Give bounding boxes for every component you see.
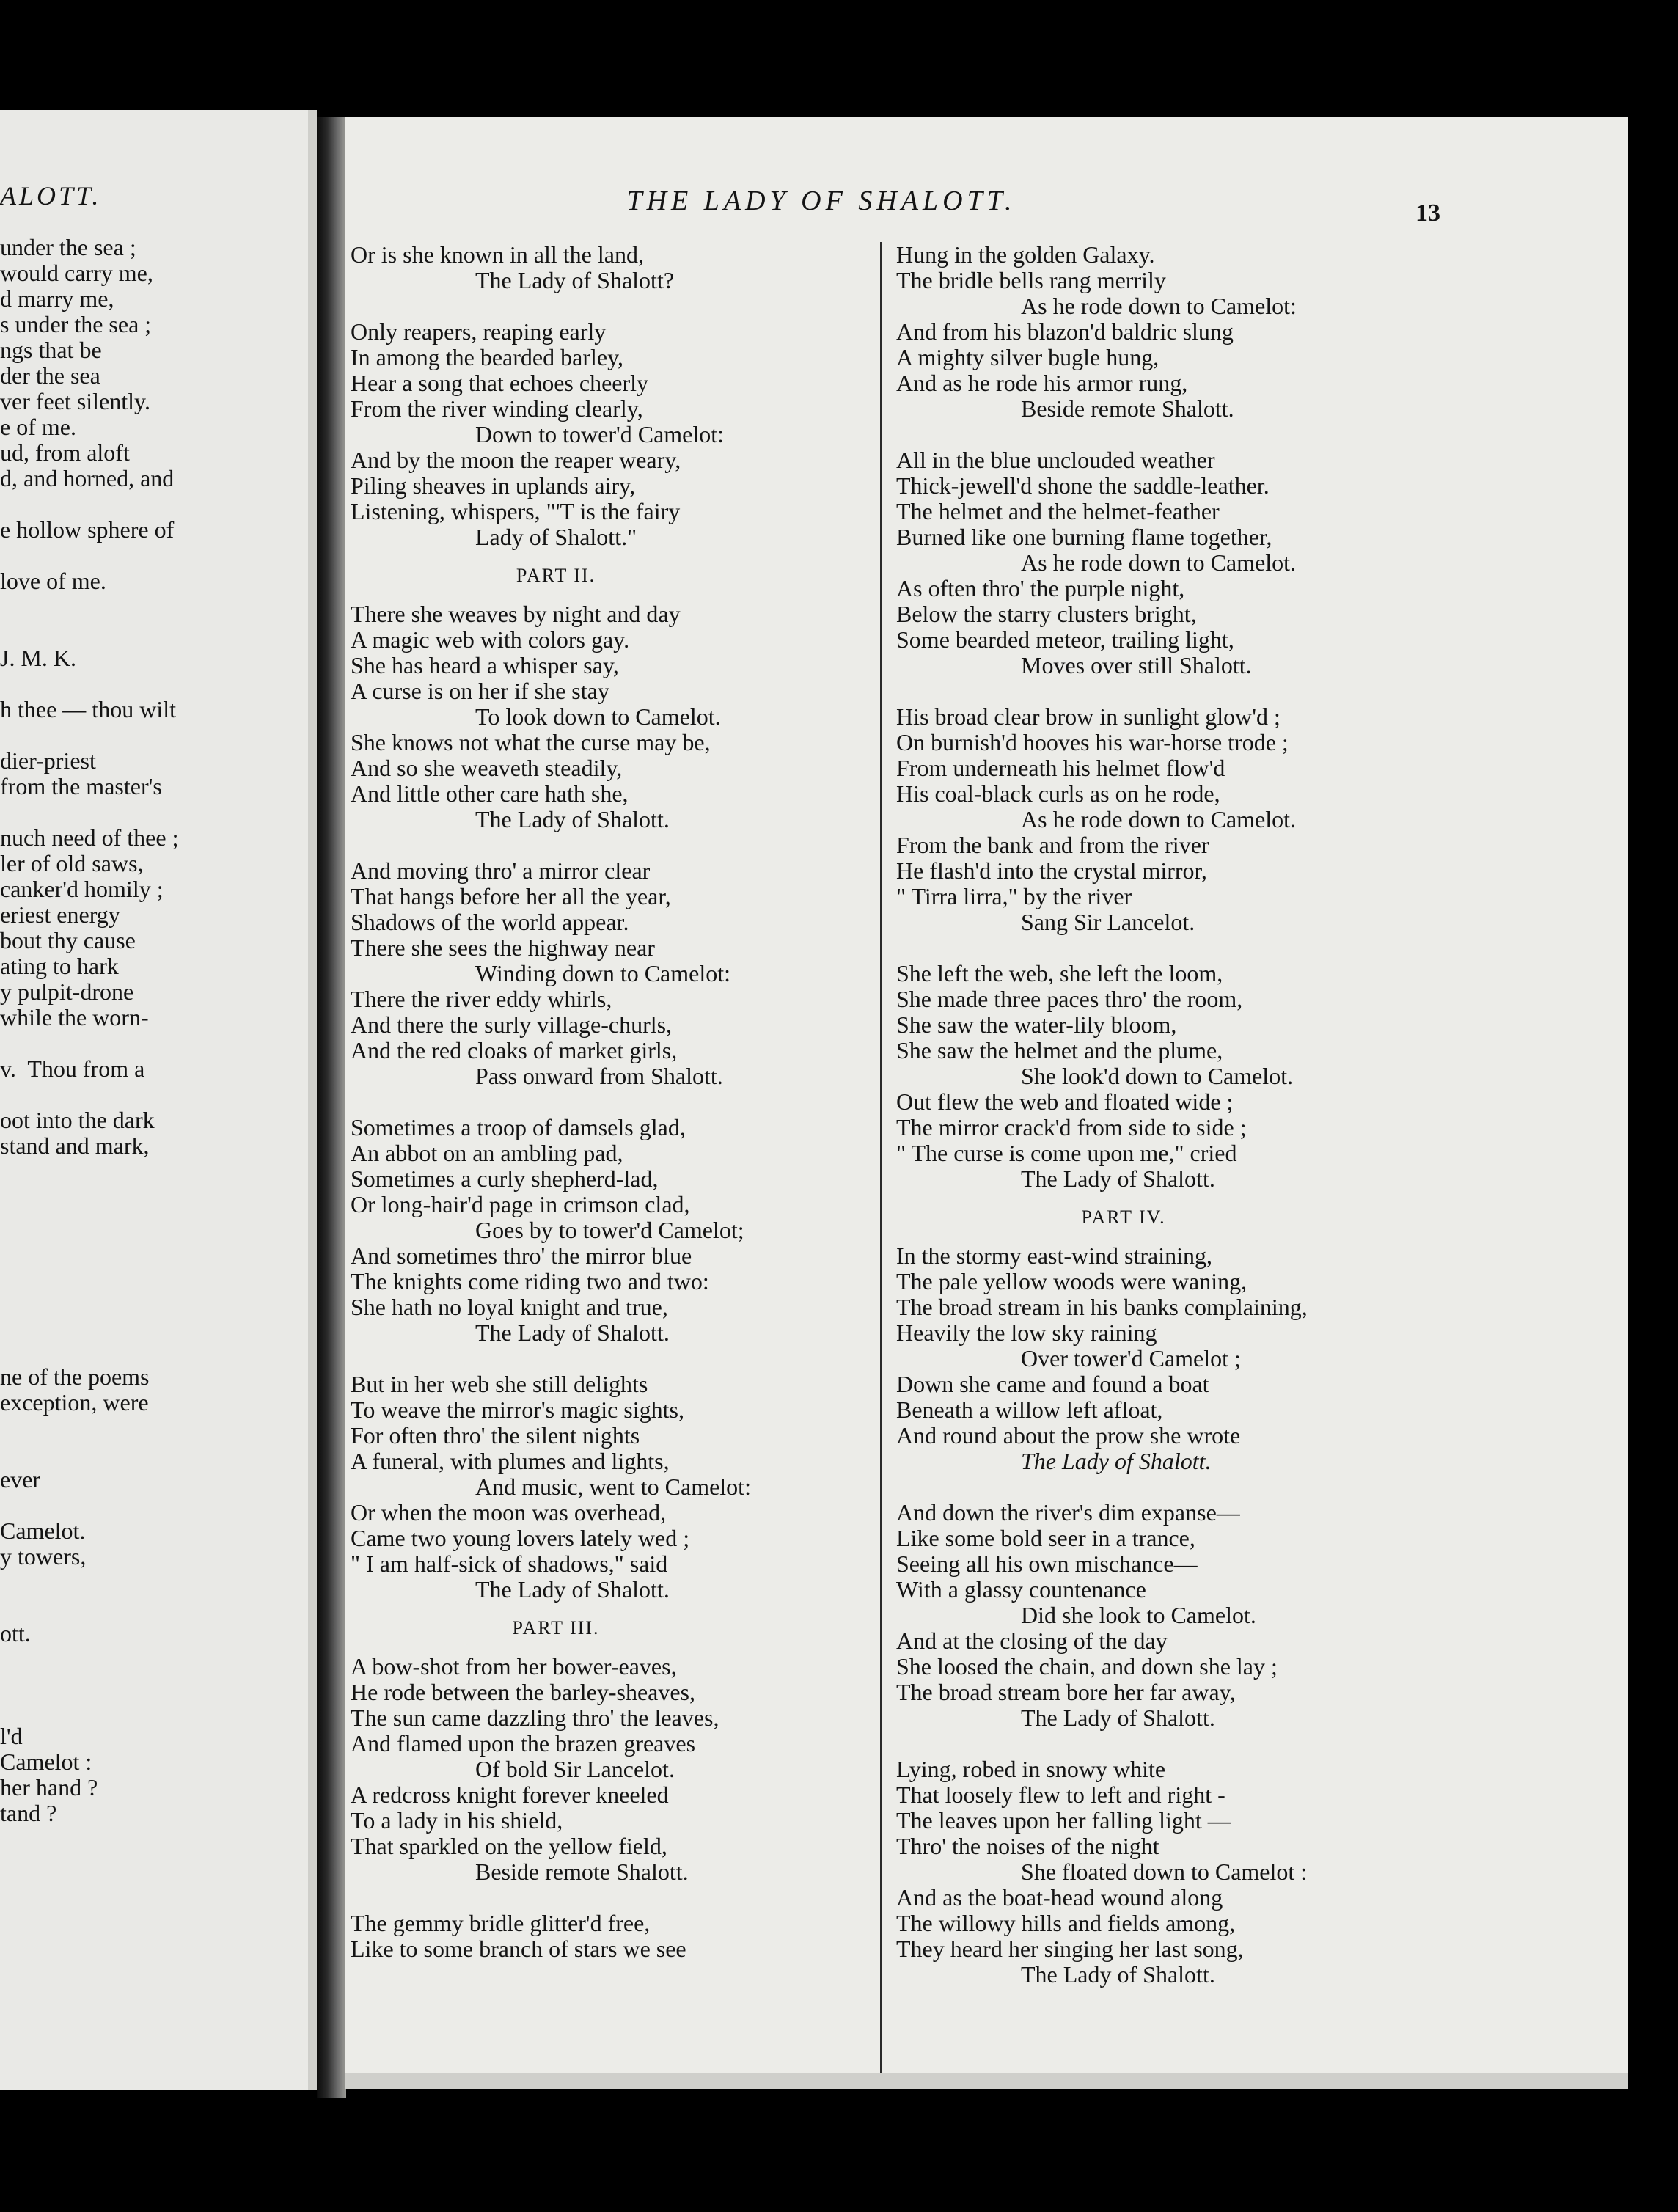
verse-line: And moving thro' a mirror clear <box>351 857 651 884</box>
left-page-line <box>0 1082 308 1107</box>
left-page-line <box>0 1338 308 1364</box>
stanza-break <box>896 1731 1622 1757</box>
left-page-line: dier-priest <box>0 747 96 774</box>
left-page-line: Camelot : <box>0 1748 92 1775</box>
verse-line: A magic web with colors gay. <box>351 626 630 653</box>
verse-line: Heavily the low sky raining <box>896 1319 1157 1346</box>
left-page-line <box>0 1595 308 1621</box>
verse-line: A funeral, with plumes and lights, <box>351 1448 670 1474</box>
left-page-line: nuch need of thee ; <box>0 824 179 851</box>
verse-line: And the red cloaks of market girls, <box>351 1037 678 1063</box>
left-page-line: ver feet silently. <box>0 388 150 414</box>
verse-line: And flamed upon the brazen greaves <box>351 1730 696 1757</box>
verse-line: He rode between the barley-sheaves, <box>351 1679 695 1705</box>
left-page-line <box>0 1416 308 1441</box>
verse-line: Thro' the noises of the night <box>896 1833 1159 1859</box>
left-page-line: canker'd homily ; <box>0 876 164 902</box>
verse-line: The broad stream bore her far away, <box>896 1679 1236 1705</box>
refrain-line: The Lady of Shalott. <box>475 806 670 832</box>
left-page-line <box>0 1441 308 1467</box>
left-page-line <box>0 1698 308 1724</box>
column-rule <box>880 242 882 2089</box>
left-page-line: ler of old saws, <box>0 850 144 876</box>
verse-line: For often thro' the silent nights <box>351 1422 640 1449</box>
verse-line: Some bearded meteor, trailing light, <box>896 626 1234 653</box>
left-page-line <box>0 1159 308 1184</box>
left-running-head: ALOTT. <box>0 181 102 210</box>
left-page-line: love of me. <box>0 568 106 594</box>
left-page-line: ud, from aloft <box>0 439 130 466</box>
refrain-line: The Lady of Shalott. <box>475 1319 670 1346</box>
stanza-break <box>896 422 1622 447</box>
verse-line: She loosed the chain, and down she lay ; <box>896 1653 1278 1680</box>
verse-line: The pale yellow woods were waning, <box>896 1268 1247 1294</box>
verse-line: His broad clear brow in sunlight glow'd ; <box>896 703 1281 730</box>
left-page-line <box>0 1210 308 1236</box>
verse-line: There she weaves by night and day <box>351 601 681 627</box>
left-page-line: l'd <box>0 1723 23 1749</box>
verse-line: She hath no loyal knight and true, <box>351 1294 668 1320</box>
refrain-line: Of bold Sir Lancelot. <box>475 1756 675 1782</box>
left-page-line: e of me. <box>0 414 76 440</box>
refrain-line: The Lady of Shalott. <box>1021 1704 1215 1731</box>
stanza-break <box>351 1346 813 1371</box>
refrain-line: The Lady of Shalott. <box>1021 1165 1215 1192</box>
verse-line: Only reapers, reaping early <box>351 318 607 345</box>
verse-line: She knows not what the curse may be, <box>351 729 711 755</box>
stanza-break <box>351 832 813 858</box>
verse-line: Hear a song that echoes cheerly <box>351 370 649 396</box>
left-page-line: her hand ? <box>0 1774 98 1801</box>
verse-line: And round about the prow she wrote <box>896 1422 1241 1449</box>
verse-line: And by the moon the reaper weary, <box>351 447 681 473</box>
left-page-line <box>0 671 308 697</box>
left-page-line <box>0 1261 308 1287</box>
part-heading: PART III. <box>512 1617 600 1638</box>
verse-line: But in her web she still delights <box>351 1371 648 1397</box>
verse-line: Or when the moon was overhead, <box>351 1499 667 1526</box>
verse-line: All in the blue unclouded weather <box>896 447 1215 473</box>
left-page-line: from the master's <box>0 773 162 799</box>
verse-line: And down the river's dim expanse— <box>896 1499 1240 1526</box>
verse-line: Below the starry clusters bright, <box>896 601 1197 627</box>
verse-line: " I am half-sick of shadows," said <box>351 1550 668 1577</box>
stanza-break <box>351 293 813 319</box>
left-page-line: would carry me, <box>0 260 153 286</box>
left-page-line <box>0 1030 308 1056</box>
verse-line: The gemmy bridle glitter'd free, <box>351 1910 651 1936</box>
verse-line: She saw the water-lily bloom, <box>896 1011 1177 1038</box>
left-page-line: der the sea <box>0 362 100 389</box>
verse-line: The helmet and the helmet-feather <box>896 498 1220 524</box>
refrain-line: As he rode down to Camelot: <box>1021 293 1297 319</box>
left-page-line: bout thy cause <box>0 927 136 953</box>
left-page-line: ne of the poems <box>0 1363 150 1390</box>
left-page-line <box>0 1184 308 1210</box>
verse-line: Lying, robed in snowy white <box>896 1756 1166 1782</box>
verse-line: Or is she known in all the land, <box>351 241 644 268</box>
verse-line: From underneath his helmet flow'd <box>896 755 1225 781</box>
verse-line: Sometimes a troop of damsels glad, <box>351 1114 686 1140</box>
left-page <box>0 110 317 2090</box>
refrain-line: Over tower'd Camelot ; <box>1021 1345 1241 1371</box>
left-page-line: e hollow sphere of <box>0 516 175 543</box>
left-page-line: eriest energy <box>0 901 120 928</box>
verse-line: His coal-black curls as on he rode, <box>896 780 1220 807</box>
verse-line: And at the closing of the day <box>896 1627 1168 1654</box>
verse-line: In the stormy east-wind straining, <box>896 1242 1213 1269</box>
refrain-line: As he rode down to Camelot. <box>1021 549 1297 576</box>
verse-line: Down she came and found a boat <box>896 1371 1209 1397</box>
left-page-line <box>0 620 308 645</box>
verse-line: Listening, whispers, "'T is the fairy <box>351 498 681 524</box>
left-page-line: under the sea ; <box>0 234 136 260</box>
verse-line: With a glassy countenance <box>896 1576 1146 1603</box>
left-page-line: tand ? <box>0 1800 57 1826</box>
left-page-line <box>0 722 308 748</box>
verse-line: To weave the mirror's magic sights, <box>351 1396 684 1423</box>
left-page-line <box>0 594 308 620</box>
verse-line: Came two young lovers lately wed ; <box>351 1525 690 1551</box>
left-page-line: d, and horned, and <box>0 465 175 491</box>
verse-line: She has heard a whisper say, <box>351 652 619 678</box>
verse-line: Beneath a willow left afloat, <box>896 1396 1163 1423</box>
verse-line: A mighty silver bugle hung, <box>896 344 1159 370</box>
verse-line: As often thro' the purple night, <box>896 575 1185 601</box>
verse-line: There the river eddy whirls, <box>351 986 612 1012</box>
refrain-line: Winding down to Camelot: <box>475 960 731 986</box>
left-page-line: oot into the dark <box>0 1107 155 1133</box>
page-number: 13 <box>1415 199 1440 227</box>
verse-line: Like to some branch of stars we see <box>351 1936 686 1962</box>
verse-line: Out flew the web and floated wide ; <box>896 1088 1234 1115</box>
refrain-line: She look'd down to Camelot. <box>1021 1063 1294 1089</box>
verse-line: From the river winding clearly, <box>351 395 643 422</box>
verse-line: On burnish'd hooves his war-horse trode ; <box>896 729 1289 755</box>
refrain-line: Pass onward from Shalott. <box>475 1063 723 1089</box>
verse-line: The bridle bells rang merrily <box>896 267 1166 293</box>
verse-line: And so she weaveth steadily, <box>351 755 623 781</box>
verse-line: And from his blazon'd baldric slung <box>896 318 1234 345</box>
verse-line: " Tirra lirra," by the river <box>896 883 1132 909</box>
left-page-line: y towers, <box>0 1543 87 1570</box>
verse-line: A curse is on her if she stay <box>351 678 609 704</box>
verse-line: That sparkled on the yellow field, <box>351 1833 667 1859</box>
left-page-line <box>0 1236 308 1261</box>
right-page <box>345 117 1628 2089</box>
part-heading: PART IV. <box>1081 1206 1166 1228</box>
verse-line: And as the boat-head wound along <box>896 1884 1223 1911</box>
refrain-line: As he rode down to Camelot. <box>1021 806 1297 832</box>
left-page-edge <box>308 110 317 2090</box>
verse-line: A redcross knight forever kneeled <box>351 1781 669 1808</box>
left-page-line <box>0 799 308 825</box>
verse-line: And little other care hath she, <box>351 780 629 807</box>
verse-line: The mirror crack'd from side to side ; <box>896 1114 1247 1140</box>
left-page-line: ngs that be <box>0 337 102 363</box>
refrain-line: Beside remote Shalott. <box>475 1858 689 1885</box>
left-page-line: d marry me, <box>0 285 114 312</box>
book-spine <box>317 117 346 2098</box>
poem-column-left <box>351 242 813 1962</box>
verse-line: She made three paces thro' the room, <box>896 986 1243 1012</box>
left-page-line: h thee — thou wilt <box>0 696 176 722</box>
refrain-line: To look down to Camelot. <box>475 703 721 730</box>
stanza-break <box>896 935 1622 961</box>
left-page-text <box>0 183 308 1826</box>
stanza-break <box>896 678 1622 704</box>
left-page-line: s under the sea ; <box>0 311 152 337</box>
verse-line: The sun came dazzling thro' the leaves, <box>351 1704 719 1731</box>
refrain-line: Did she look to Camelot. <box>1021 1602 1256 1628</box>
verse-line: Or long-hair'd page in crimson clad, <box>351 1191 690 1217</box>
left-page-line <box>0 543 308 568</box>
verse-line: The broad stream in his banks complaining, <box>896 1294 1308 1320</box>
left-page-line <box>0 1313 308 1338</box>
refrain-line: The Lady of Shalott. <box>475 1576 670 1603</box>
verse-line: " The curse is come upon me," cried <box>896 1140 1237 1166</box>
verse-line: The willowy hills and fields among, <box>896 1910 1236 1936</box>
refrain-line: The Lady of Shalott? <box>475 267 675 293</box>
verse-line: They heard her singing her last song, <box>896 1936 1244 1962</box>
verse-line: And sometimes thro' the mirror blue <box>351 1242 692 1269</box>
verse-line: A bow-shot from her bower-eaves, <box>351 1653 677 1680</box>
part-heading: PART II. <box>516 565 596 586</box>
refrain-line: She floated down to Camelot : <box>1021 1858 1308 1885</box>
left-page-line: ever <box>0 1466 41 1493</box>
verse-line: Sometimes a curly shepherd-lad, <box>351 1165 659 1192</box>
refrain-line: The Lady of Shalott. <box>1021 1448 1212 1474</box>
refrain-line: Lady of Shalott." <box>475 524 637 550</box>
verse-line: She saw the helmet and the plume, <box>896 1037 1223 1063</box>
verse-line: Hung in the golden Galaxy. <box>896 241 1155 268</box>
poem-column-right <box>896 242 1622 1988</box>
left-page-line: ating to hark <box>0 953 119 979</box>
stanza-break <box>896 1474 1622 1500</box>
left-page-line <box>0 1647 308 1672</box>
left-page-line: Camelot. <box>0 1517 86 1544</box>
left-page-line <box>0 1493 308 1518</box>
verse-line: Shadows of the world appear. <box>351 909 629 935</box>
refrain-line: Goes by to tower'd Camelot; <box>475 1217 744 1243</box>
verse-line: Like some bold seer in a trance, <box>896 1525 1195 1551</box>
refrain-line: The Lady of Shalott. <box>1021 1961 1215 1988</box>
verse-line: And as he rode his armor rung, <box>896 370 1188 396</box>
refrain-line: And music, went to Camelot: <box>475 1473 751 1500</box>
verse-line: Thick-jewell'd shone the saddle-leather. <box>896 472 1270 499</box>
left-page-line: y pulpit-drone <box>0 978 134 1005</box>
verse-line: To a lady in his shield, <box>351 1807 563 1834</box>
verse-line: He flash'd into the crystal mirror, <box>896 857 1207 884</box>
refrain-line: Moves over still Shalott. <box>1021 652 1252 678</box>
verse-line: The leaves upon her falling light — <box>896 1807 1231 1834</box>
left-page-line <box>0 1570 308 1595</box>
left-page-line <box>0 491 308 517</box>
stanza-break <box>351 1089 813 1115</box>
verse-line: Seeing all his own mischance— <box>896 1550 1198 1577</box>
verse-line: The knights come riding two and two: <box>351 1268 709 1294</box>
verse-line: An abbot on an ambling pad, <box>351 1140 623 1166</box>
refrain-line: Sang Sir Lancelot. <box>1021 909 1195 935</box>
verse-line: In among the bearded barley, <box>351 344 623 370</box>
refrain-line: Down to tower'd Camelot: <box>475 421 725 447</box>
left-page-lines <box>0 235 308 1826</box>
left-page-line <box>0 1672 308 1698</box>
verse-line: Burned like one burning flame together, <box>896 524 1272 550</box>
page-bottom-edge <box>345 2073 1628 2089</box>
verse-line: There she sees the highway near <box>351 934 655 961</box>
running-head: THE LADY OF SHALOTT. <box>626 186 1016 216</box>
refrain-line: Beside remote Shalott. <box>1021 395 1234 422</box>
left-page-line <box>0 1287 308 1313</box>
verse-line: That loosely flew to left and right - <box>896 1781 1225 1808</box>
verse-line: Piling sheaves in uplands airy, <box>351 472 636 499</box>
left-page-line: exception, were <box>0 1389 149 1416</box>
left-page-line: v. Thou from a <box>0 1055 145 1082</box>
left-page-line: ott. <box>0 1620 31 1647</box>
left-page-line: J. M. K. <box>0 645 77 671</box>
left-page-line: stand and mark, <box>0 1132 150 1159</box>
left-page-line: while the worn- <box>0 1004 149 1030</box>
verse-line: She left the web, she left the loom, <box>896 960 1223 986</box>
verse-line: That hangs before her all the year, <box>351 883 671 909</box>
stanza-break <box>351 1885 813 1911</box>
verse-line: From the bank and from the river <box>896 832 1209 858</box>
verse-line: And there the surly village-churls, <box>351 1011 673 1038</box>
